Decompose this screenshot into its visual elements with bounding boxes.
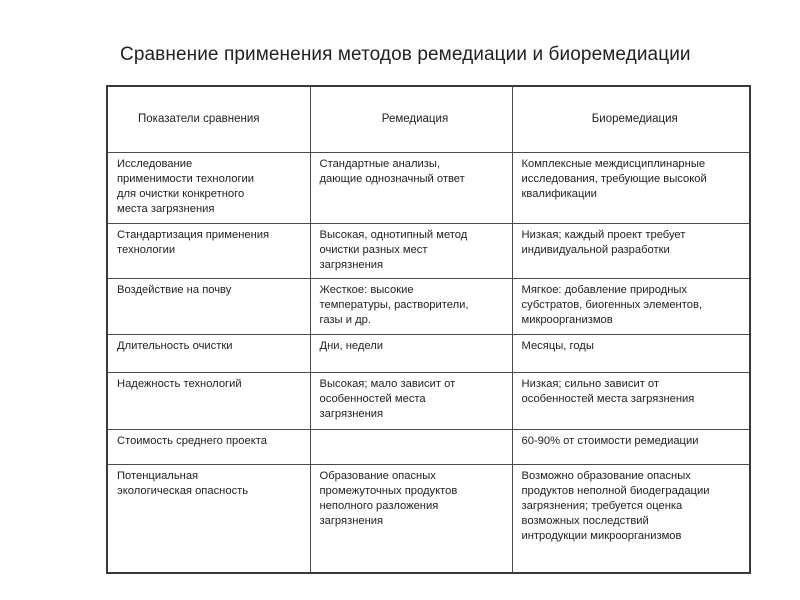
table-cell: 60-90% от стоимости ремедиации bbox=[512, 429, 750, 464]
table-cell: Исследование применимости технологии для очистки конкретного места загрязнения bbox=[107, 152, 310, 223]
table-cell: Мягкое: добавление природных субстратов, биогенных элементов, микроорганизмов bbox=[512, 278, 750, 334]
table-row bbox=[107, 278, 750, 334]
page-title: Сравнение применения методов ремедиации и биоремедиации bbox=[120, 44, 691, 65]
table-cell: Воздействие на почву bbox=[107, 278, 310, 334]
table-cell: Образование опасных промежуточных продуктов неполного разложения загрязнения bbox=[310, 464, 512, 573]
table-cell: Высокая, однотипный метод очистки разных мест загрязнения bbox=[310, 223, 512, 278]
table-cell: Стоимость среднего проекта bbox=[107, 429, 310, 464]
table-row bbox=[107, 152, 750, 223]
table-cell: Низкая; сильно зависит от особенностей места загрязнения bbox=[512, 372, 750, 429]
table-cell: Надежность технологий bbox=[107, 372, 310, 429]
table-header-row bbox=[107, 86, 750, 152]
table-cell: Стандартизация применения технологии bbox=[107, 223, 310, 278]
table-cell: Высокая; мало зависит от особенностей места загрязнения bbox=[310, 372, 512, 429]
table-cell: Комплексные междисциплинарные исследования, требующие высокой квалификации bbox=[512, 152, 750, 223]
table-cell: Дни, недели bbox=[310, 334, 512, 372]
table-cell: Месяцы, годы bbox=[512, 334, 750, 372]
table-row bbox=[107, 223, 750, 278]
table-cell: Жесткое: высокие температуры, растворители, газы и др. bbox=[310, 278, 512, 334]
table-row bbox=[107, 334, 750, 372]
header-cell: Биоремедиация bbox=[512, 86, 750, 152]
table-row bbox=[107, 464, 750, 573]
table-row bbox=[107, 429, 750, 464]
header-cell: Ремедиация bbox=[310, 86, 512, 152]
header-cell: Показатели сравнения bbox=[107, 86, 310, 152]
comparison-table bbox=[106, 85, 751, 574]
table-cell: Стандартные анализы, дающие однозначный ответ bbox=[310, 152, 512, 223]
table-cell: Низкая; каждый проект требует индивидуальной разработки bbox=[512, 223, 750, 278]
table-cell: Потенциальная экологическая опасность bbox=[107, 464, 310, 573]
table-cell: Возможно образование опасных продуктов неполной биодеградации загрязнения; требуется оценка возможных последствий интродукции микроорганизмов bbox=[512, 464, 750, 573]
table-cell bbox=[310, 429, 512, 464]
table-cell: Длительность очистки bbox=[107, 334, 310, 372]
table-row bbox=[107, 372, 750, 429]
